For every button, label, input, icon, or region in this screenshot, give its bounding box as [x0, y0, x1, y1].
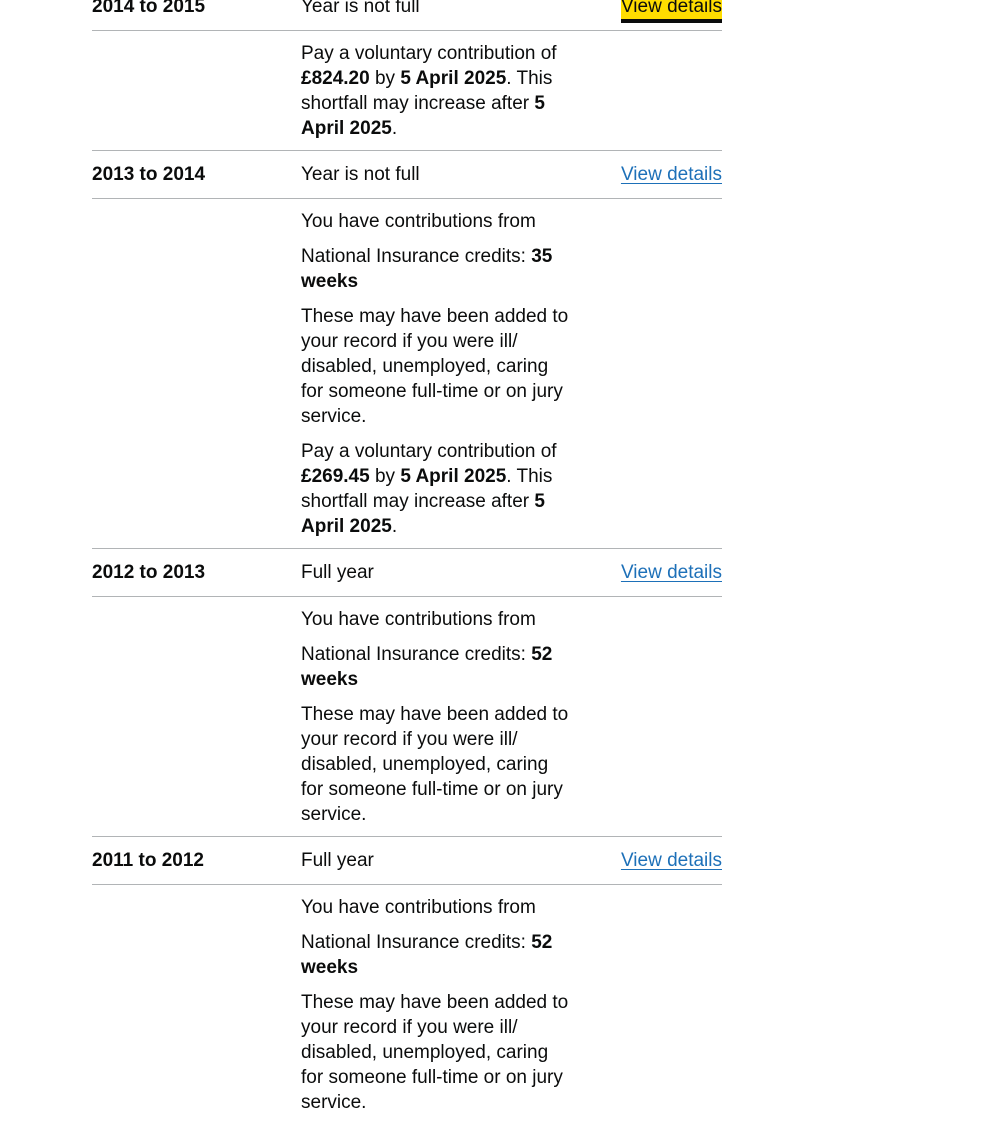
year-status: Year is not full — [301, 0, 420, 17]
year-status: Full year — [301, 850, 374, 871]
ni-credits: National Insurance credits: 35 weeks — [301, 246, 553, 292]
tax-year: 2011 to 2012 — [92, 850, 204, 871]
year-status: Year is not full — [301, 164, 420, 185]
year-status: Full year — [301, 562, 374, 583]
contribution-amount: £824.20 — [301, 68, 370, 89]
year-details — [92, 31, 722, 151]
shortfall-date: 5 April 2025 — [301, 491, 545, 537]
contribution-amount: £269.45 — [301, 466, 370, 487]
contribution-deadline: 5 April 2025 — [400, 466, 507, 487]
credits-note: These may have been added to your record if you were ill/ disabled, unemployed, caring for someone full-time or on jury service. — [301, 306, 569, 427]
ni-credits-weeks: 52 weeks — [301, 644, 553, 690]
ni-credits-weeks: 52 weeks — [301, 932, 553, 978]
view-details-link[interactable]: View details — [620, 850, 722, 871]
voluntary-contribution-text: Pay a voluntary contribution of £824.20 by 5 April 2025. This shortfall may increase after 5 April 2025. — [301, 43, 557, 139]
year-row — [92, 0, 722, 31]
tax-year: 2012 to 2013 — [92, 562, 206, 583]
ni-credits: National Insurance credits: 52 weeks — [301, 644, 553, 690]
year-row — [92, 837, 722, 885]
ni-record-list — [92, 0, 722, 1124]
year-row — [92, 549, 722, 597]
view-details-link[interactable]: View details — [620, 562, 722, 583]
ni-credits: National Insurance credits: 52 weeks — [301, 932, 553, 978]
contribution-deadline: 5 April 2025 — [400, 68, 507, 89]
contributions-intro: You have contributions from — [301, 609, 536, 630]
year-row — [92, 151, 722, 199]
contributions-intro: You have contributions from — [301, 211, 536, 232]
year-details — [92, 597, 722, 837]
year-details — [92, 885, 722, 1124]
voluntary-contribution-text: Pay a voluntary contribution of £269.45 by 5 April 2025. This shortfall may increase after 5 April 2025. — [301, 441, 557, 537]
contributions-intro: You have contributions from — [301, 897, 536, 918]
year-details — [92, 199, 722, 549]
shortfall-date: 5 April 2025 — [301, 93, 545, 139]
credits-note: These may have been added to your record if you were ill/ disabled, unemployed, caring for someone full-time or on jury service. — [301, 704, 569, 825]
credits-note: These may have been added to your record if you were ill/ disabled, unemployed, caring for someone full-time or on jury service. — [301, 992, 569, 1113]
tax-year: 2013 to 2014 — [92, 164, 206, 185]
tax-year: 2014 to 2015 — [92, 0, 206, 17]
view-details-link[interactable]: View details — [620, 164, 722, 185]
ni-credits-weeks: 35 weeks — [301, 246, 553, 292]
view-details-link[interactable]: View details — [621, 0, 722, 19]
